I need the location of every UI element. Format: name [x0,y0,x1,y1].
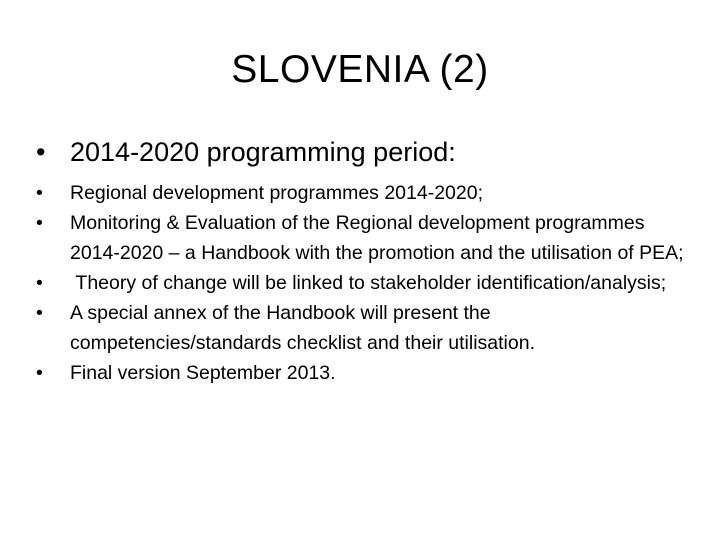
list-item [36,268,686,298]
list-item-text: A special annex of the Handbook will present the competencies/standards checklist and their utilisation. [70,302,535,354]
list-item [36,298,686,358]
lead-bullet [36,132,686,172]
lead-bullet-text: 2014-2020 programming period: [70,137,456,167]
slide-title: SLOVENIA (2) [231,48,489,91]
list-item-text: Regional development programmes 2014-2020; [70,182,484,204]
bullet-icon: • [36,302,43,324]
slide-content [36,132,686,388]
list-item [36,208,686,268]
bullet-icon: • [36,272,43,294]
list-item-text: Final version September 2013. [70,362,336,384]
list-item [36,358,686,388]
bullet-icon: • [36,212,43,234]
bullet-icon: • [36,182,43,204]
bullet-icon: • [36,137,46,167]
list-item-text: Theory of change will be linked to stakeholder identification/analysis; [70,272,667,294]
list-item [36,178,686,208]
list-item-text: Monitoring & Evaluation of the Regional development programmes 2014-2020 – a Handbook with the promotion and the utilisation of PEA; [70,212,684,264]
bullet-icon: • [36,362,43,384]
